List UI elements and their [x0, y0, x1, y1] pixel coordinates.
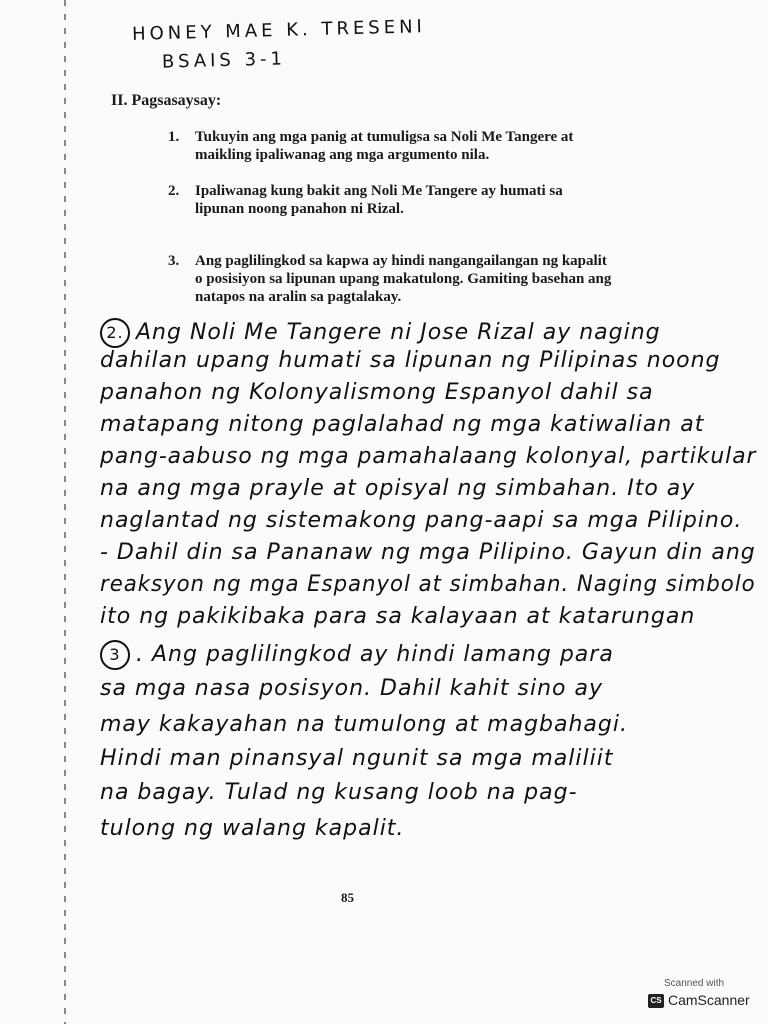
scanned-with-label: Scanned with: [664, 978, 725, 989]
answer-line: pang-aabuso ng mga pamahalaang kolonyal, partikular: [100, 444, 757, 469]
camscanner-logo-icon: CS: [648, 994, 664, 1008]
question-number: 1.: [168, 129, 180, 145]
answer-line: dahilan upang humati sa lipunan ng Pilipinas noong: [100, 348, 721, 373]
answer-2-marker: 2.: [100, 318, 130, 348]
answer-2-line-1: [100, 318, 661, 348]
answer-line: - Dahil din sa Pananaw ng mga Pilipino. Gayun din ang: [100, 540, 756, 565]
answer-line: may kakayahan na tumulong at magbahagi.: [100, 712, 628, 737]
answer-3-marker: 3: [100, 640, 130, 670]
answer-line: na ang mga prayle at opisyal ng simbahan. Ito ay: [100, 476, 696, 501]
answer-line: Ang Noli Me Tangere ni Jose Rizal ay naging: [136, 320, 661, 345]
page-number: 85: [341, 890, 354, 905]
camscanner-brand: CamScanner: [668, 992, 750, 1008]
camscanner-watermark: [648, 978, 758, 1016]
answer-line: panahon ng Kolonyalismong Espanyol dahil sa: [100, 380, 654, 405]
question-text: Ipaliwanag kung bakit ang Noli Me Tangere ay humati sa lipunan noong panahon ni Rizal.: [195, 183, 563, 217]
student-section: BSAIS 3-1: [161, 48, 287, 73]
student-name: HONEY MAE K. TRESENI: [131, 16, 427, 45]
answer-line: ito ng pakikibaka para sa kalayaan at katarungan: [100, 604, 696, 629]
answer-line: sa mga nasa posisyon. Dahil kahit sino ay: [100, 676, 603, 701]
question-number: 2.: [168, 183, 180, 199]
answer-line: na bagay. Tulad ng kusang loob na pag-: [100, 780, 578, 805]
scan-page-edge: [64, 0, 66, 1024]
answer-3-line-1: [100, 640, 614, 670]
section-title: II. Pagsasaysay:: [111, 92, 222, 109]
question-number: 3.: [168, 253, 180, 269]
answer-line: naglantad ng sistemakong pang-aapi sa mga Pilipino.: [100, 508, 743, 533]
question-text: Ang paglilingkod sa kapwa ay hindi nangangailangan ng kapalit o posisiyon sa lipunan upang makatulong. Gamiting basehan ang natapos na aralin sa pagtalakay.: [195, 253, 612, 305]
answer-line: . Ang paglilingkod ay hindi lamang para: [136, 642, 614, 667]
answer-line: matapang nitong paglalahad ng mga katiwalian at: [100, 412, 705, 437]
answer-line: Hindi man pinansyal ngunit sa mga maliliit: [100, 746, 614, 771]
answer-line: tulong ng walang kapalit.: [100, 816, 405, 841]
question-text: Tukuyin ang mga panig at tumuligsa sa Noli Me Tangere at maikling ipaliwanag ang mga argumento nila.: [195, 129, 574, 163]
answer-line: reaksyon ng mga Espanyol at simbahan. Naging simbolo: [100, 572, 756, 597]
